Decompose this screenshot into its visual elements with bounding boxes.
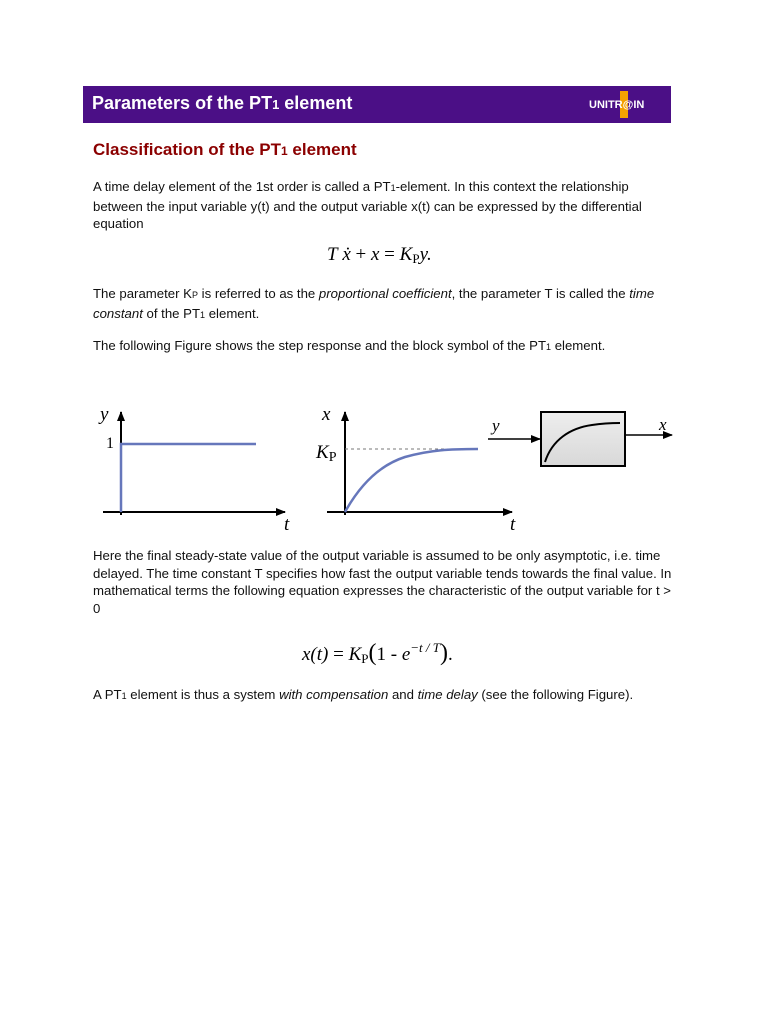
compensation-paragraph: A PT1 element is thus a system with compensation and time delay (see the following Figure). [93,687,634,702]
pt1-block-symbol [488,412,672,466]
steady-state-paragraph: Here the final steady-state value of the output variable is assumed to be only asymptotic, i.e. time delayed. The time constant T specifies how fast the output variable tends towards the final value. In mathematical terms the following equation expresses the characteristic of the output variable for t > 0 [93,548,672,616]
logo-text: UNITR@IN [589,99,645,111]
response-equation: $x(t) = KP(1 - e^{-t / T})$. [302,640,453,666]
pt1-response-plot [315,404,516,535]
intro-paragraph: A time delay element of the 1st order is called a PT1-element. In this context the relationship between the input variable y(t) and the output variable x(t) can be expressed by the differential equation [93,179,642,231]
section-heading: Classification of the PT1 element [93,140,357,159]
block-box [541,412,625,466]
parameter-paragraph: The parameter KP is referred to as the proportional coefficient, the parameter T is called the time constant of the PT1 element. [93,286,655,321]
step-value-label: 1 [106,435,114,452]
t-axis-label: t [510,514,516,535]
step-input-plot [98,404,290,535]
kp-label: KP [316,442,337,465]
differential-equation: T ẋ + x = KPy. [327,244,432,266]
title-banner [83,86,671,123]
t-axis-label: t [284,514,290,535]
pt1-curve [345,449,478,512]
block-input-label: y [492,416,500,435]
page-title: Parameters of the PT1 element [92,93,353,113]
step-signal [121,444,256,512]
x-axis-label: x [322,404,331,425]
unitrain-logo [589,91,665,118]
step-response-figure [0,395,768,540]
block-output-label: x [659,415,667,434]
figure-intro-paragraph: The following Figure shows the step response and the block symbol of the PT1 element. [93,338,606,353]
y-axis-label: y [100,404,109,425]
